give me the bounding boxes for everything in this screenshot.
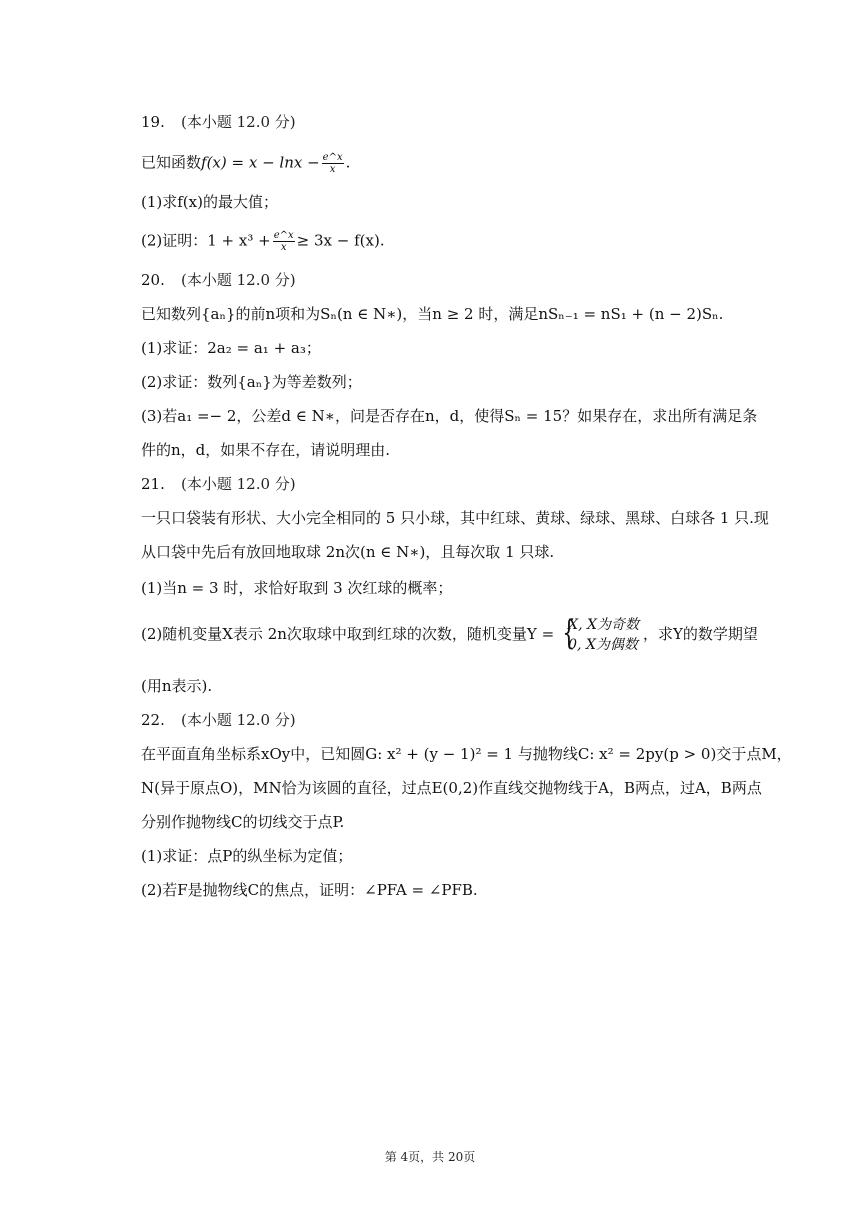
q19-number: 19. [141, 113, 165, 131]
q19-part2-fraction [273, 230, 295, 253]
q21-case2: 0, X为偶数 [568, 637, 638, 653]
q22-stem-line1: 在平面直角坐标系xOy中，已知圆G: x² + (y − 1)² = 1 与抛物线C: x² = 2py(p > 0)交于点M， [141, 745, 792, 763]
q21-part2 [141, 612, 758, 656]
q19-stem-end: . [345, 153, 351, 172]
q20-part3-line1: (3)若a₁ =− 2，公差d ∈ N∗，问是否存在n，d，使得Sₙ = 15？如果存在，求出所有满足条 [141, 407, 758, 425]
q21-header [141, 474, 296, 494]
q19-header [141, 112, 296, 132]
q22-stem-line2: N(异于原点O)，MN恰为该圆的直径，过点E(0,2)作直线交抛物线于A，B两点，过A，B两点 [141, 779, 762, 797]
q21-part2-pre: (2)随机变量X表示 2n次取球中取到红球的次数，随机变量Y = [141, 625, 555, 643]
q20-header [141, 270, 296, 290]
q21-number: 21. [141, 475, 165, 493]
q22-header [141, 710, 296, 730]
q19-part2-text-post: ≥ 3x − f(x). [296, 231, 385, 250]
q19-part2-frac-bottom: x [280, 242, 287, 253]
q19-part1-text: 求f(x)的最大值； [162, 193, 278, 211]
q19-part1-label: (1) [141, 193, 163, 211]
page-footer: 第 4页，共 20页 [384, 1150, 476, 1164]
q19-stem [141, 152, 350, 175]
q19-frac-top: e^x [322, 152, 343, 163]
q20-number: 20. [141, 271, 165, 289]
q21-part2-end: (用n表示). [141, 677, 213, 695]
q22-part2: (2)若F是抛物线C的焦点，证明：∠PFA = ∠PFB. [141, 881, 478, 899]
q22-number: 22. [141, 711, 165, 729]
q19-fraction [322, 152, 344, 175]
q19-points: (本小题 12.0 分) [181, 113, 296, 131]
left-brace-icon: { [562, 613, 576, 653]
q19-stem-math: f(x) = x − lnx − [201, 153, 320, 172]
q21-case1: X, X为奇数 [568, 617, 639, 633]
q19-part2 [141, 230, 385, 253]
q19-part2-label: (2) [141, 231, 163, 250]
q20-part1: (1)求证：2a₂ = a₁ + a₃； [141, 339, 321, 357]
q19-part1 [141, 192, 278, 212]
q21-part1: (1)当n = 3 时，求恰好取到 3 次红球的概率； [141, 579, 453, 597]
q21-piecewise [558, 615, 639, 655]
q20-stem: 已知数列{aₙ}的前n项和为Sₙ(n ∈ N∗)，当n ≥ 2 时，满足nSₙ₋₁ = nS₁ + (n − 2)Sₙ. [141, 305, 724, 323]
q20-part3-line2: 件的n，d，如果不存在，请说明理由. [141, 441, 391, 459]
q20-points: (本小题 12.0 分) [181, 271, 296, 289]
q19-part2-text-pre: 证明：1 + x³ + [162, 231, 271, 250]
q21-stem-line1: 一只口袋装有形状、大小完全相同的 5 只小球，其中红球、黄球、绿球、黑球、白球各 1 只.现 [141, 509, 769, 527]
q22-stem-line3: 分别作抛物线C的切线交于点P. [141, 813, 345, 831]
q22-points: (本小题 12.0 分) [181, 711, 296, 729]
q19-part2-frac-top: e^x [273, 230, 294, 241]
q20-part2: (2)求证：数列{aₙ}为等差数列； [141, 373, 362, 391]
q19-frac-bottom: x [329, 164, 336, 175]
q22-part1: (1)求证：点P的纵坐标为定值； [141, 847, 353, 865]
q19-stem-prefix: 已知函数 [141, 153, 202, 172]
q21-points: (本小题 12.0 分) [181, 475, 296, 493]
q21-part2-post: ，求Y的数学期望 [642, 625, 758, 643]
q21-stem-line2: 从口袋中先后有放回地取球 2n次(n ∈ N∗)，且每次取 1 只球. [141, 543, 555, 561]
